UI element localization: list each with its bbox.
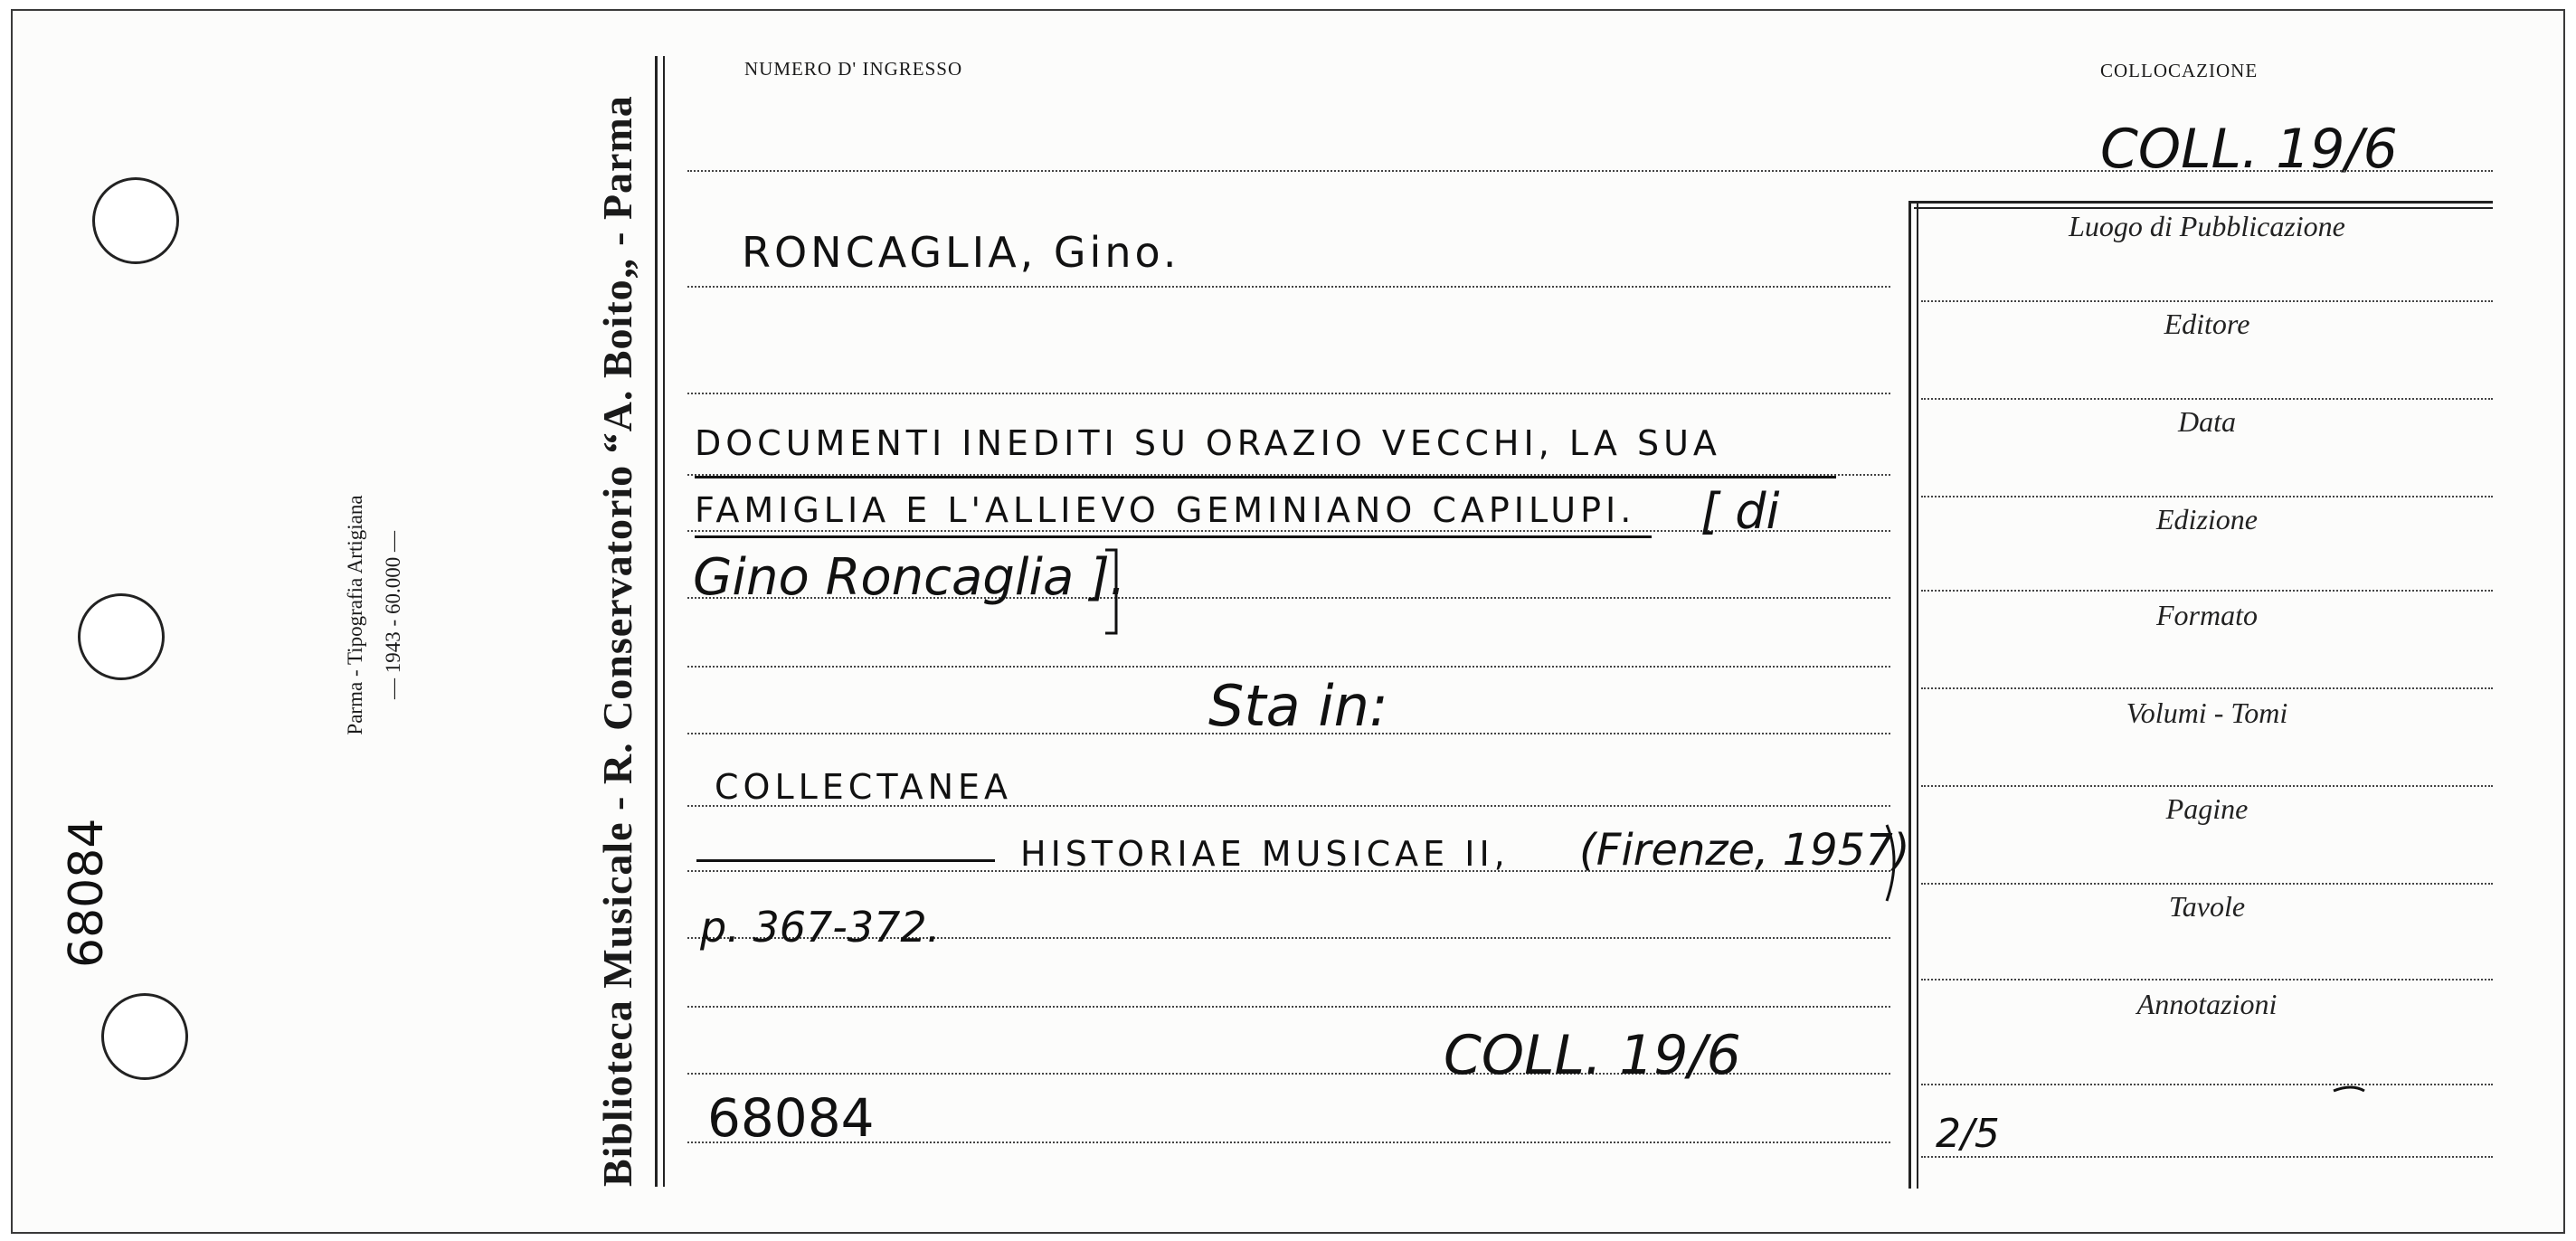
printer-line-2: — 1943 - 60.000 —	[382, 531, 404, 699]
sidebar-label-editore: Editore	[2164, 308, 2250, 340]
bracket-mark-right	[1105, 550, 1116, 633]
collection-line-1: COLLECTANEA	[715, 767, 1013, 807]
title-line-1: DOCUMENTI INEDITI SU ORAZIO VECCHI, LA SUA	[695, 423, 1721, 463]
tick-mark	[2334, 1087, 2364, 1091]
title-line-2: FAMIGLIA E L'ALLIEVO GEMINIANO CAPILUPI.	[695, 490, 1636, 530]
sidebar-label-volumi: Volumi - Tomi	[2126, 696, 2288, 729]
numero-ingresso-label: NUMERO D' INGRESSO	[744, 58, 963, 80]
sidebar-label-edizione: Edizione	[2156, 503, 2258, 535]
title-bracket-note: [ di	[1700, 483, 1780, 540]
sidebar-label-pagine: Pagine	[2165, 792, 2249, 825]
sidebar-label-annotazioni: Annotazioni	[2136, 988, 2278, 1020]
shelfmark-bottom: COLL. 19/6	[1444, 1024, 1741, 1087]
library-banner: Biblioteca Musicale - R. Conservatorio “A. Boito„ - Parma	[594, 95, 640, 1187]
printer-line-1: Parma - Tipografia Artigiana	[344, 495, 366, 735]
left-accession-number: 68084	[60, 818, 114, 968]
sidebar-note: 2/5	[1936, 1111, 2000, 1157]
collection-publication-info: (Firenze, 1957)	[1579, 825, 1910, 876]
title-line-3: Gino Roncaglia ].	[693, 548, 1126, 607]
sidebar-label-data: Data	[2178, 405, 2236, 438]
author-name: RONCAGLIA, Gino.	[742, 228, 1180, 277]
collocazione-value: COLL. 19/6	[2100, 118, 2398, 181]
sta-in-label: Sta in:	[1208, 673, 1388, 739]
sidebar-label-formato: Formato	[2156, 599, 2258, 631]
accession-number-bottom: 68084	[707, 1087, 875, 1149]
sidebar-label-tavole: Tavole	[2168, 890, 2246, 923]
sidebar-label-luogo: Luogo di Pubblicazione	[2069, 210, 2345, 242]
collocazione-label: COLLOCAZIONE	[2100, 60, 2259, 81]
collection-line-2: HISTORIAE MUSICAE II,	[1020, 834, 1510, 874]
paren-mark	[1887, 825, 1894, 901]
page-range: p. 367-372.	[700, 903, 941, 952]
